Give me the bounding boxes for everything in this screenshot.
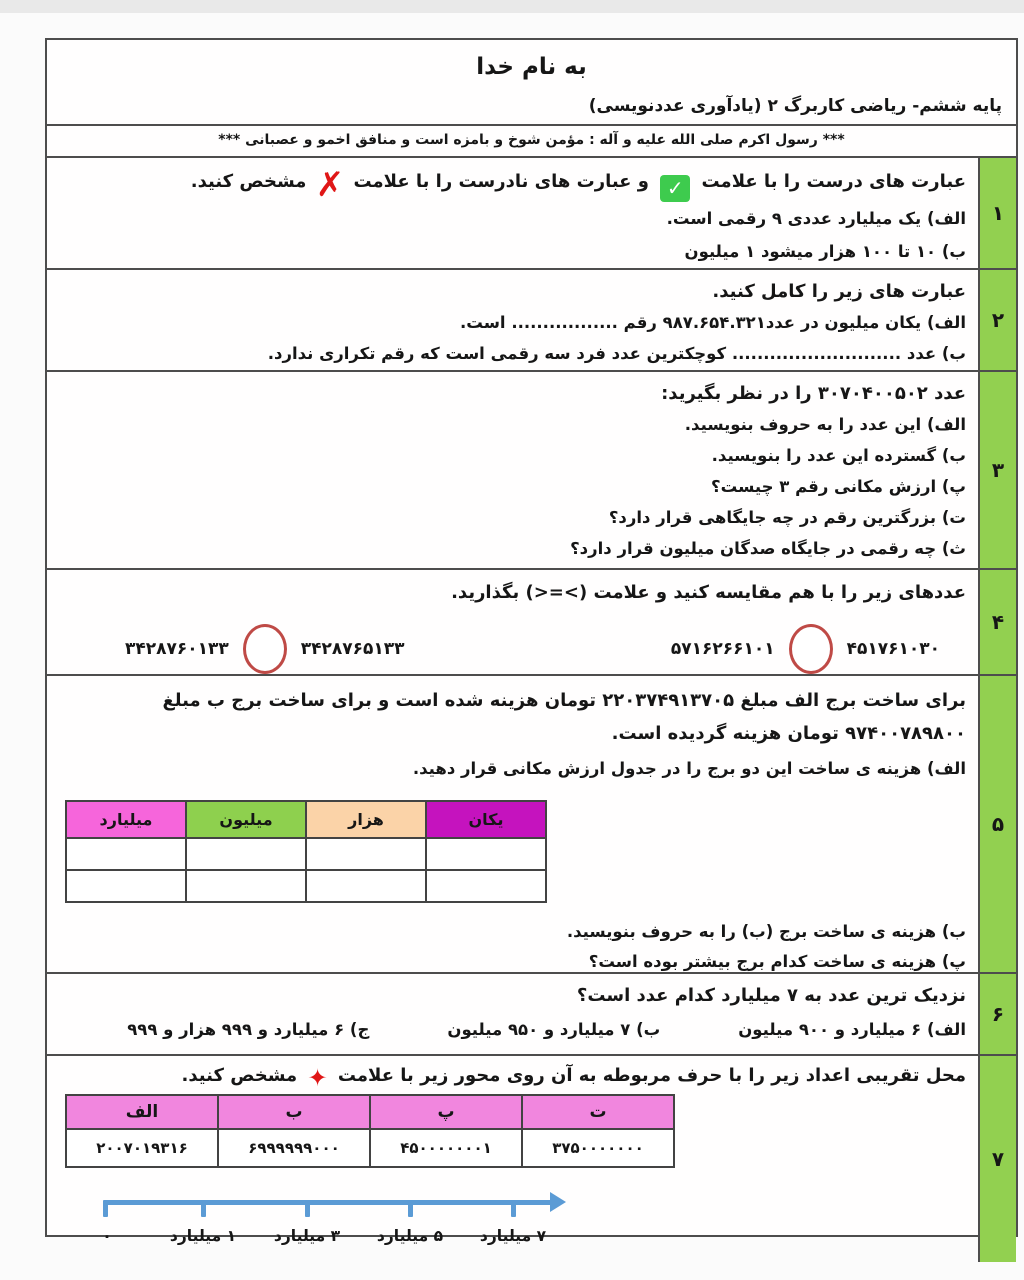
empty-cell (306, 838, 426, 870)
diamond-icon: ✦ (307, 1064, 328, 1092)
page-subtitle: پایه ششم- ریاضی کاربرگ ۲ (یادآوری عددنویسی) (588, 96, 1002, 116)
q6-option-alef: الف) ۶ میلیارد و ۹۰۰ میلیون (738, 1020, 966, 1039)
q3-item-alef: الف) این عدد را به حروف بنویسید. (684, 415, 966, 434)
comparison-circle-1 (789, 624, 833, 674)
question-2-body (47, 270, 978, 370)
letters-header-row (66, 1095, 674, 1129)
tick-3-billion (305, 1200, 310, 1217)
label-1-billion: ۱ میلیارد (169, 1227, 237, 1245)
question-7-stem (59, 1056, 966, 1091)
question-2-stem: عبارت های زیر را کامل کنید. (712, 281, 966, 302)
question-6-options (59, 1016, 966, 1044)
check-icon: ✓ (660, 175, 690, 202)
tick-1-billion (201, 1200, 206, 1217)
comparison-circle-2 (243, 624, 287, 674)
pair2-number-right: ۳۴۲۸۷۶۵۱۳۳ (300, 639, 405, 659)
question-4-body (47, 570, 978, 674)
empty-cell (66, 870, 186, 902)
header-million: میلیون (186, 801, 306, 838)
header-billion: میلیارد (66, 801, 186, 838)
question-7-number: ۷ (978, 1056, 1016, 1262)
q6-option-jim: ج) ۶ میلیارد و ۹۹۹ هزار و ۹۹۹ (127, 1020, 370, 1039)
question-7-body (47, 1056, 978, 1262)
question-2-number: ۲ (978, 270, 1016, 370)
number-line (103, 1190, 643, 1262)
place-value-table (65, 800, 547, 903)
value-be: ۶۹۹۹۹۹۹۰۰۰ (218, 1129, 370, 1167)
q5-item-alef: الف) هزینه ی ساخت این دو برج را در جدول ارزش مکانی قرار دهید. (412, 759, 966, 778)
header (47, 40, 1016, 124)
question-1-number: ۱ (978, 158, 1016, 268)
place-value-header-row (66, 801, 546, 838)
question-7 (47, 1054, 1016, 1262)
number-line-axis (103, 1200, 553, 1205)
question-5-body (47, 676, 978, 972)
empty-cell (426, 870, 546, 902)
header-yekan: یکان (426, 801, 546, 838)
question-4-number: ۴ (978, 570, 1016, 674)
q1-stem-text-1: عبارت های درست را با علامت (701, 171, 966, 192)
header-pe: پ (370, 1095, 522, 1129)
header-be: ب (218, 1095, 370, 1129)
q1-stem-text-3: مشخص کنید. (190, 171, 307, 192)
numbers-value-row (66, 1129, 674, 1167)
label-7-billion: ۷ میلیارد (479, 1227, 547, 1245)
question-5-number: ۵ (978, 676, 1016, 972)
question-1-body (47, 158, 978, 268)
q3-item-se: ث) چه رقمی در جایگاه صدگان میلیون قرار دارد؟ (570, 539, 966, 558)
question-3 (47, 370, 1016, 568)
tick-5-billion (408, 1200, 413, 1217)
q7-stem-text-2: مشخص کنید. (181, 1065, 298, 1086)
comparison-pair-2 (125, 624, 405, 674)
hadith-banner: *** رسول اکرم صلی الله علیه و آله : مؤمن شوخ و بامزه است و منافق اخمو و عصبانی *** (47, 124, 1016, 156)
label-0: ۰ (102, 1227, 112, 1245)
q1-item-alef: الف) یک میلیارد عددی ۹ رقمی است. (666, 208, 966, 228)
header-alef: الف (66, 1095, 218, 1129)
pair2-number-left: ۳۴۲۸۷۶۰۱۳۳ (125, 639, 229, 659)
question-3-body (47, 372, 978, 568)
question-6-body (47, 974, 978, 1054)
empty-cell (186, 838, 306, 870)
tick-7-billion (511, 1200, 516, 1217)
question-6-number: ۶ (978, 974, 1016, 1054)
header-te: ت (522, 1095, 674, 1129)
q2-item-be: ب) عدد ........................... کوچکترین عدد فرد سه رقمی است که رقم تکراری ندارد. (267, 344, 966, 363)
pair1-number-right: ۴۵۱۷۶۱۰۳۰ (846, 639, 940, 659)
q2-item-alef: الف) یکان میلیون در عدد۹۸۷.۶۵۴.۳۲۱ رقم ................. است. (459, 313, 966, 332)
label-5-billion: ۵ میلیارد (376, 1227, 444, 1245)
scan-top-edge (0, 0, 1024, 13)
place-value-empty-row-1 (66, 838, 546, 870)
comparison-pairs (59, 624, 966, 674)
q5-item-be: ب) هزینه ی ساخت برج (ب) را به حروف بنویسید. (566, 922, 966, 941)
page-title: به نام خدا (476, 54, 587, 80)
comparison-pair-1 (671, 624, 940, 674)
q3-item-be: ب) گسترده این عدد را بنویسید. (711, 446, 966, 465)
q1-item-be: ب) ۱۰ تا ۱۰۰ هزار میشود ۱ میلیون (684, 241, 966, 261)
q5-item-pe: پ) هزینه ی ساخت کدام برج بیشتر بوده است؟ (588, 952, 966, 971)
empty-cell (426, 838, 546, 870)
label-3-billion: ۳ میلیارد (273, 1227, 341, 1245)
value-pe: ۴۵۰۰۰۰۰۰۰۱ (370, 1129, 522, 1167)
empty-cell (306, 870, 426, 902)
empty-cell (186, 870, 306, 902)
question-1 (47, 156, 1016, 268)
pair1-number-left: ۵۷۱۶۲۶۶۱۰۱ (670, 639, 775, 659)
question-3-stem: عدد ۳۰۷۰۴۰۰۵۰۲ را در نظر بگیرید: (661, 383, 966, 404)
question-4-stem: عددهای زیر را با هم مقایسه کنید و علامت (>=<) بگذارید. (451, 582, 966, 603)
q7-stem-text-1: محل تقریبی اعداد زیر را با حرف مربوطه به آن روی محور زیر با علامت (337, 1065, 966, 1086)
question-3-number: ۳ (978, 372, 1016, 568)
cross-icon: ✗ (315, 165, 345, 205)
place-value-empty-row-2 (66, 870, 546, 902)
letters-numbers-table (65, 1094, 675, 1168)
question-5 (47, 674, 1016, 972)
question-6-stem: نزدیک ترین عدد به ۷ میلیارد کدام عدد است؟ (576, 985, 966, 1006)
number-line-arrowhead-icon (550, 1192, 566, 1212)
question-6 (47, 972, 1016, 1054)
q6-option-be: ب) ۷ میلیارد و ۹۵۰ میلیون (447, 1020, 661, 1039)
value-te: ۳۷۵۰۰۰۰۰۰۰ (522, 1129, 674, 1167)
q3-item-pe: پ) ارزش مکانی رقم ۳ چیست؟ (711, 477, 966, 496)
q3-item-te: ت) بزرگترین رقم در چه جایگاهی قرار دارد؟ (608, 508, 966, 527)
question-2 (47, 268, 1016, 370)
question-4 (47, 568, 1016, 674)
header-hezar: هزار (306, 801, 426, 838)
worksheet-page (45, 38, 1018, 1245)
tick-0 (103, 1200, 108, 1217)
question-1-stem (59, 158, 966, 205)
value-alef: ۲۰۰۷۰۱۹۳۱۶ (66, 1129, 218, 1167)
q1-stem-text-2: و عبارت های نادرست را با علامت (353, 171, 649, 192)
empty-cell (66, 838, 186, 870)
question-5-stem: برای ساخت برج الف مبلغ ۲۲۰۳۷۴۹۱۳۷۰۵ تومان هزینه شده است و برای ساخت برج ب مبلغ ۹۷۴۰۰۷۸۹۸۰۰ تومان هزینه گردیده است. (162, 690, 966, 744)
